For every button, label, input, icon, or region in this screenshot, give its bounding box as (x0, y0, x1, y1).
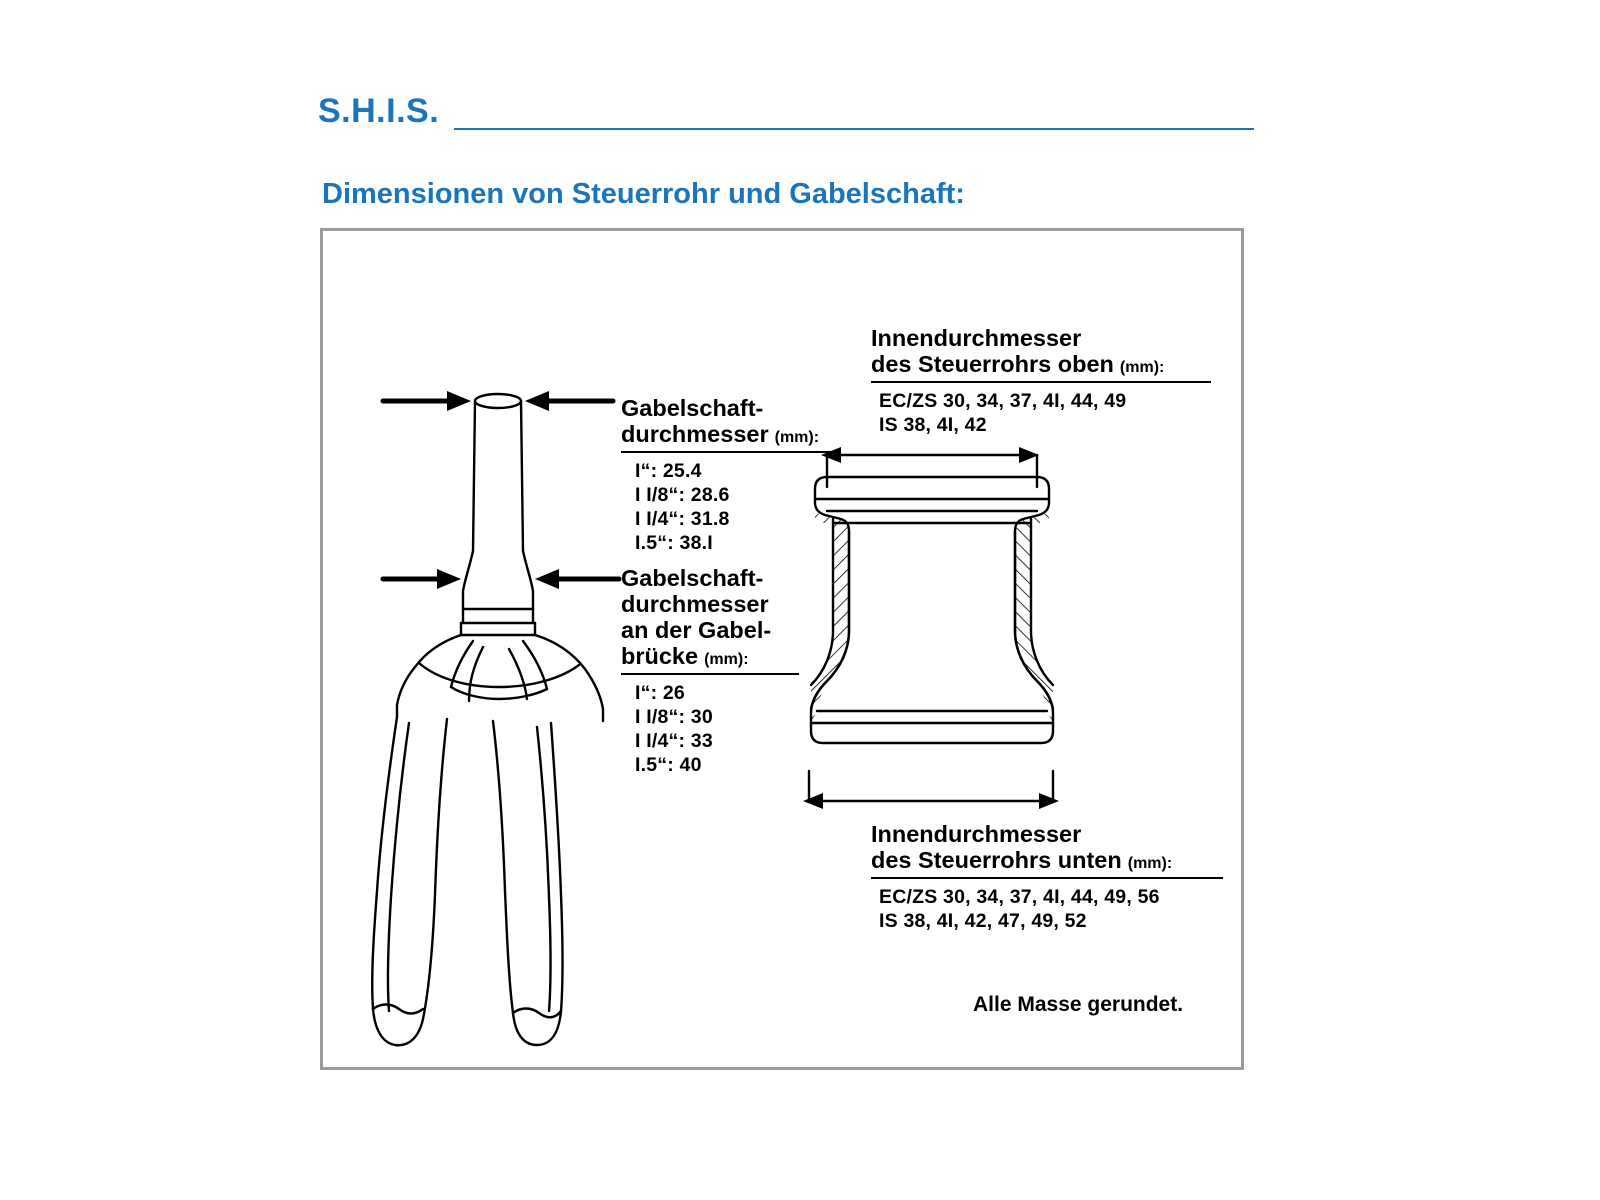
fork-crown-label-line3: an der Gabel- (621, 617, 772, 643)
figure-footnote: Alle Masse gerundet. (973, 993, 1184, 1016)
head-tube-top-value-1: IS 38, 4I, 42 (879, 414, 987, 436)
head-tube-bottom-value-1: IS 38, 4I, 42, 47, 49, 52 (879, 910, 1087, 932)
fork-crown-value-1: I I/8“: 30 (635, 706, 713, 728)
fork-steerer-label-line1: Gabelschaft- (621, 395, 764, 421)
fork-crown-label-word: brücke (621, 643, 699, 669)
head-tube-top-label-line2 (871, 351, 1164, 381)
fork-steerer-value-1: I I/8“: 28.6 (635, 484, 730, 506)
head-tube-top-value-0: EC/ZS 30, 34, 37, 4I, 44, 49 (879, 390, 1127, 412)
fork-crown-underline (621, 673, 799, 675)
head-tube-top-label-word: des Steuerrohrs oben (871, 351, 1114, 377)
head-tube-top-unit: (mm): (1119, 359, 1165, 376)
head-tube-bottom-unit: (mm): (1127, 855, 1173, 872)
fork-steerer-underline (621, 451, 839, 453)
section-subtitle: Dimensionen von Steuerrohr und Gabelschaft: (322, 178, 965, 210)
head-tube-bottom-label-word: des Steuerrohrs unten (871, 847, 1122, 873)
head-tube-wall-hatching (793, 501, 1083, 741)
fork-crown-value-0: I“: 26 (635, 682, 685, 704)
fork-steerer-unit: (mm): (774, 429, 820, 446)
fork-crown-value-3: I.5“: 40 (635, 754, 702, 776)
head-tube-bottom-value-0: EC/ZS 30, 34, 37, 4I, 44, 49, 56 (879, 886, 1160, 908)
page-title: S.H.I.S. (318, 92, 440, 130)
head-tube-top-label-line1: Innendurchmesser (871, 325, 1082, 351)
fork-steerer-label-word: durchmesser (621, 421, 769, 447)
head-tube-top-underline (871, 381, 1211, 383)
fork-crown-value-2: I I/4“: 33 (635, 730, 713, 752)
diagram-frame (320, 228, 1244, 1070)
fork-steerer-value-0: I“: 25.4 (635, 460, 702, 482)
header-divider (454, 128, 1254, 130)
fork-crown-label-line2: durchmesser (621, 591, 769, 617)
fork-steerer-label-line2 (621, 421, 819, 451)
fork-steerer-value-3: I.5“: 38.I (635, 532, 713, 554)
fork-crown-label-line1: Gabelschaft- (621, 565, 764, 591)
page-header (318, 92, 1258, 140)
head-tube-bottom-label-line2 (871, 847, 1172, 877)
fork-steerer-value-2: I I/4“: 31.8 (635, 508, 730, 530)
head-tube-bottom-label-line1: Innendurchmesser (871, 821, 1082, 847)
fork-crown-label-line4 (621, 643, 749, 673)
fork-crown-unit: (mm): (704, 651, 749, 668)
head-tube-bottom-underline (871, 877, 1223, 879)
